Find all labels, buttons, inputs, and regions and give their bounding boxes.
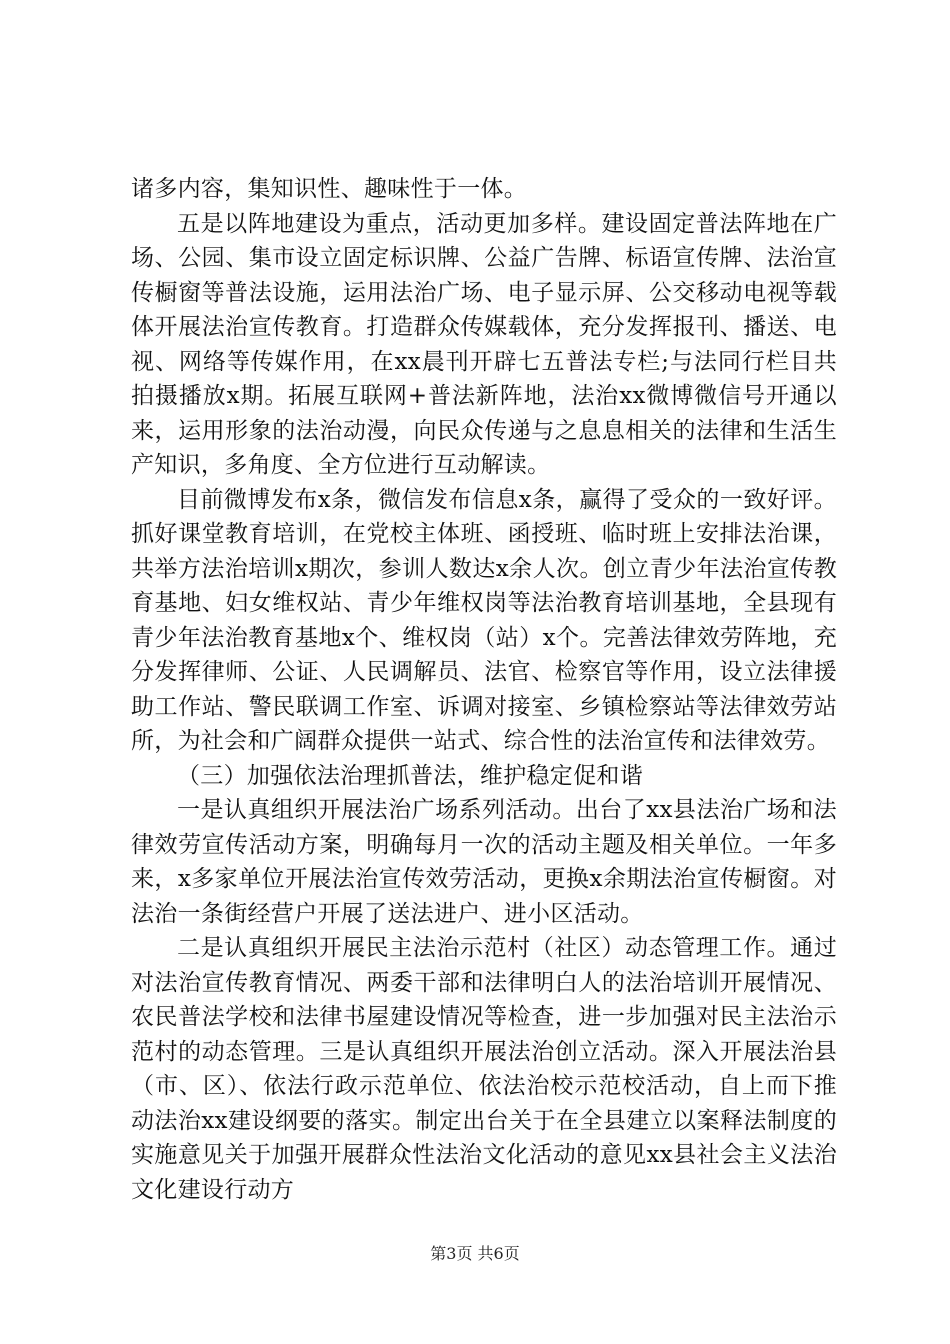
page-number-footer: 第3页 共6页 [430, 1244, 520, 1263]
paragraph-position-building: 五是以阵地建设为重点，活动更加多样。建设固定普法阵地在广场、公园、集市设立固定标识牌、公益广告牌、标语宣传牌、法治宣传橱窗等普法设施，运用法治广场、电子显示屏、公交移动电视等载体开展法治宣传教育。打造群众传媒载体，充分发挥报刊、播送、电视、网络等传媒作用，在xx晨刊开辟七五普法专栏;与法同行栏目共拍摄播放x期。拓展互联网+普法新阵地，法治xx微博微信号开通以来，运用形象的法治动漫，向民众传递与之息息相关的法律和生活生产知识，多角度、全方位进行互动解读。 [131, 210, 837, 478]
document-body [131, 172, 837, 1207]
paragraph-continuation: 诸多内容，集知识性、趣味性于一体。 [131, 176, 528, 202]
section-heading-three: （三）加强依法治理抓普法，维护稳定促和谐 [177, 762, 643, 789]
paragraph-weibo-training: 目前微博发布x条，微信发布信息x条，赢得了受众的一致好评。抓好课堂教育培训，在党校主体班、函授班、临时班上安排法治课，共举方法治培训x期次，参训人数达x余人次。创立青少年法治宣传教育基地、妇女维权站、青少年维权岗等法治教育培训基地，全县现有青少年法治教育基地x个、维权岗（站）x个。完善法律效劳阵地，充分发挥律师、公证、人民调解员、法官、检察官等作用，设立法律援助工作站、警民联调工作室、诉调对接室、乡镇检察站等法律效劳站所，为社会和广阔群众提供一站式、综合性的法治宣传和法律效劳。 [131, 486, 837, 754]
paragraph-demo-village: 二是认真组织开展民主法治示范村（社区）动态管理工作。通过对法治宣传教育情况、两委干部和法律明白人的法治培训开展情况、农民普法学校和法律书屋建设情况等检查，进一步加强对民主法治示范村的动态管理。三是认真组织开展法治创立活动。深入开展法治县（市、区）、依法行政示范单位、依法治校示范校活动，自上而下推动法治xx建设纲要的落实。制定出台关于在全县建立以案释法制度的实施意见关于加强开展群众性法治文化活动的意见xx县社会主义法治文化建设行动方 [131, 935, 837, 1203]
paragraph-legal-square: 一是认真组织开展法治广场系列活动。出台了xx县法治广场和法律效劳宣传活动方案，明确每月一次的活动主题及相关单位。一年多来，x多家单位开展法治宣传效劳活动，更换x余期法治宣传橱窗。对法治一条街经营户开展了送法进户、进小区活动。 [131, 797, 837, 927]
